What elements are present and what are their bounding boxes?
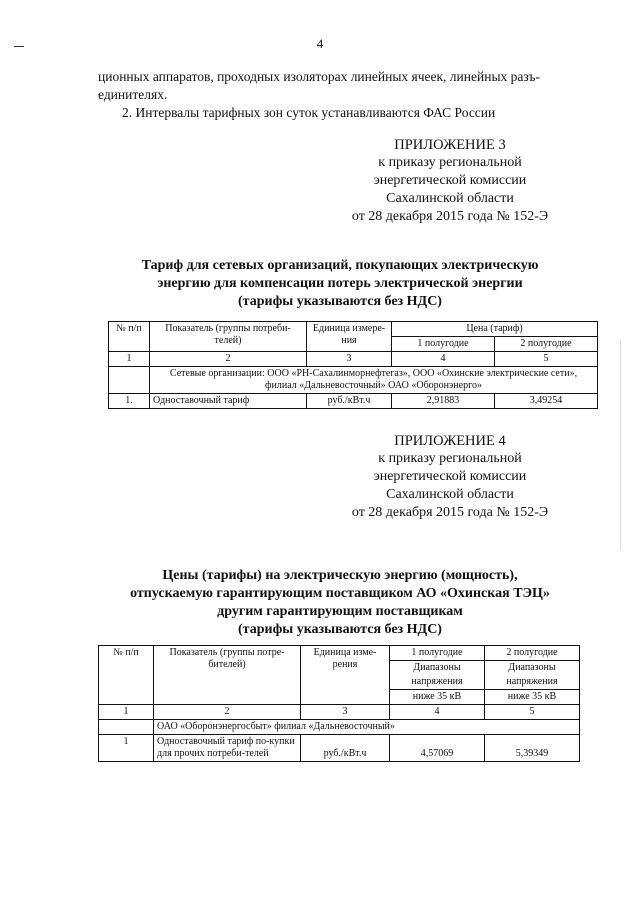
t2-org: ОАО «Оборонэнергосбыт» филиал «Дальневосточный» bbox=[154, 720, 580, 735]
title-1-line-1: Тариф для сетевых организаций, покупающих электрическую bbox=[141, 258, 539, 273]
intro-line-1: ционных аппаратов, проходных изоляторах линейных ячеек, линейных разъ- bbox=[98, 69, 540, 84]
appendix-4-line-1: к приказу региональной bbox=[378, 451, 522, 466]
t1-header-unit: Единица измере-ния bbox=[307, 322, 392, 352]
t1-header-half1: 1 полугодие bbox=[392, 337, 495, 352]
title-2-line-2: отпускаемую гарантирующим поставщиком АО «Охинская ТЭЦ» bbox=[130, 586, 550, 601]
t1-header-indicator: Показатель (группы потреби-телей) bbox=[150, 322, 307, 352]
tariff-table-2 bbox=[98, 645, 580, 762]
appendix-4-line-4: от 28 декабря 2015 года № 152-Э bbox=[351, 505, 549, 520]
t2-org-spacer bbox=[99, 720, 154, 735]
t2-header-indicator: Показатель (группы потре-бителей) bbox=[154, 646, 301, 705]
t2-row-name: Одноставочный тариф по-купки для прочих потреби-телей bbox=[154, 735, 301, 762]
title-2-line-1: Цены (тарифы) на электрическую энергию (мощность), bbox=[162, 568, 518, 583]
t2-header-range-1: Диапазоны bbox=[390, 661, 485, 676]
t1-network-orgs: Сетевые организации: ООО «РН-Сахалинморнефтегаз», ООО «Охинские электрические сети», филиал «Дальневосточный» ОАО «Оборонэнерго» bbox=[150, 367, 598, 394]
title-1-line-3: (тарифы указываются без НДС) bbox=[238, 294, 442, 309]
t2-row-value-2: 5,39349 bbox=[485, 735, 580, 762]
intro-line-3: 2. Интервалы тарифных зон суток устанавливаются ФАС России bbox=[122, 105, 496, 120]
appendix-3-block bbox=[340, 136, 560, 226]
t1-orgs-spacer bbox=[109, 367, 150, 394]
appendix-4-heading: ПРИЛОЖЕНИЕ 4 bbox=[394, 433, 506, 449]
t2-header-voltage-2: напряжения bbox=[485, 675, 580, 690]
appendix-3-line-2: энергетической комиссии bbox=[373, 173, 527, 188]
t1-header-half2: 2 полугодие bbox=[494, 337, 597, 352]
t2-header-below-1: ниже 35 кВ bbox=[390, 690, 485, 705]
t1-row-value-1: 2,91883 bbox=[392, 394, 495, 409]
title-2 bbox=[60, 567, 620, 639]
appendix-4-line-3: Сахалинской области bbox=[386, 487, 514, 502]
t2-row-unit: руб./кВт.ч bbox=[301, 735, 390, 762]
page-number: 4 bbox=[316, 36, 324, 51]
scan-edge-line bbox=[620, 340, 621, 550]
margin-mark bbox=[14, 46, 24, 47]
appendix-3-heading: ПРИЛОЖЕНИЕ 3 bbox=[394, 137, 506, 153]
appendix-4-line-2: энергетической комиссии bbox=[373, 469, 527, 484]
table-row bbox=[99, 735, 580, 762]
t1-index-5: 5 bbox=[494, 352, 597, 367]
t1-row-value-2: 3,49254 bbox=[494, 394, 597, 409]
title-2-line-4: (тарифы указываются без НДС) bbox=[238, 622, 442, 637]
t2-header-unit: Единица изме-рения bbox=[301, 646, 390, 705]
title-1-line-2: энергию для компенсации потерь электрической энергии bbox=[157, 276, 523, 291]
t1-index-4: 4 bbox=[392, 352, 495, 367]
t1-index-2: 2 bbox=[150, 352, 307, 367]
t1-header-price: Цена (тариф) bbox=[392, 322, 598, 337]
appendix-3-line-4: от 28 декабря 2015 года № 152-Э bbox=[351, 209, 549, 224]
t2-index-5: 5 bbox=[485, 705, 580, 720]
t1-row-unit: руб./кВт.ч bbox=[307, 394, 392, 409]
appendix-3-line-1: к приказу региональной bbox=[378, 155, 522, 170]
tariff-table-1 bbox=[108, 321, 598, 409]
t2-index-4: 4 bbox=[390, 705, 485, 720]
title-2-line-3: другим гарантирующим поставщикам bbox=[217, 604, 463, 619]
t1-index-3: 3 bbox=[307, 352, 392, 367]
t2-row-num: 1 bbox=[99, 735, 154, 762]
t2-header-half2: 2 полугодие bbox=[485, 646, 580, 661]
t1-row-num: 1. bbox=[109, 394, 150, 409]
t2-header-half1: 1 полугодие bbox=[390, 646, 485, 661]
t2-index-1: 1 bbox=[99, 705, 154, 720]
t1-index-1: 1 bbox=[109, 352, 150, 367]
intro-line-2: единителях. bbox=[98, 87, 168, 102]
t2-index-2: 2 bbox=[154, 705, 301, 720]
table-row bbox=[109, 394, 598, 409]
appendix-4-block bbox=[340, 432, 560, 522]
t2-header-num: № п/п bbox=[99, 646, 154, 705]
title-1 bbox=[60, 257, 620, 311]
t1-header-num: № п/п bbox=[109, 322, 150, 352]
t1-row-name: Одноставочный тариф bbox=[150, 394, 307, 409]
t2-header-voltage-1: напряжения bbox=[390, 675, 485, 690]
appendix-3-line-3: Сахалинской области bbox=[386, 191, 514, 206]
t2-header-range-2: Диапазоны bbox=[485, 661, 580, 676]
t2-header-below-2: ниже 35 кВ bbox=[485, 690, 580, 705]
t2-row-value-1: 4,57069 bbox=[390, 735, 485, 762]
t2-index-3: 3 bbox=[301, 705, 390, 720]
